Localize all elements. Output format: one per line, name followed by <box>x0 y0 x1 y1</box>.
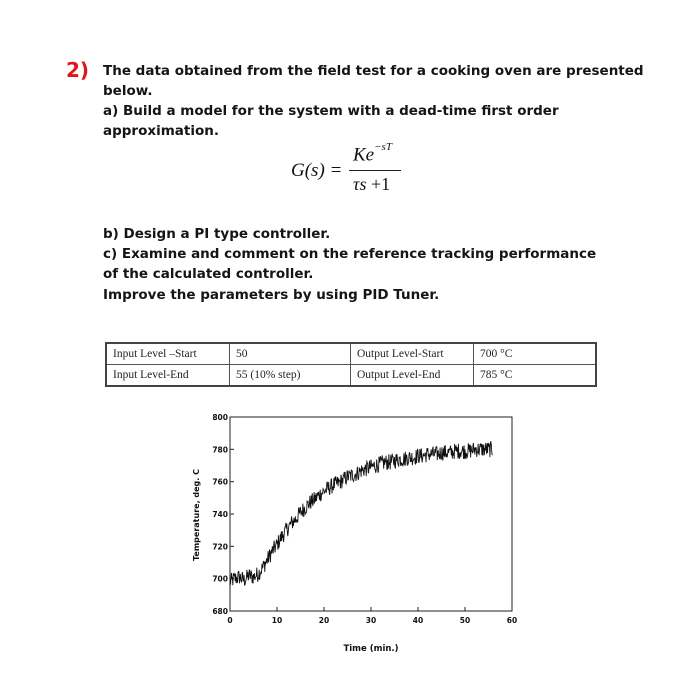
y-tick-label: 680 <box>212 607 228 616</box>
y-tick-label: 700 <box>212 574 228 584</box>
intro-line-1: The data obtained from the field test for a cooking oven are presented <box>103 63 644 79</box>
table-cell: 700 °C <box>474 343 597 365</box>
x-tick-label: 20 <box>318 616 330 625</box>
y-tick-label: 780 <box>212 445 228 455</box>
improve-line: Improve the parameters by using PID Tuner. <box>103 287 440 303</box>
table-cell: 50 <box>230 343 351 365</box>
x-axis-ticks <box>227 607 517 625</box>
table-cell: Output Level-Start <box>351 343 474 365</box>
formula-denominator-left: τs <box>353 174 367 194</box>
part-c-line-1: c) Examine and comment on the reference tracking performance <box>103 246 597 262</box>
y-axis-ticks <box>212 413 234 616</box>
y-tick-label: 740 <box>212 510 228 519</box>
part-a-line-2: approximation. <box>103 123 219 139</box>
question-number: 2) <box>66 58 90 82</box>
formula-lhs: G(s) = <box>291 160 343 181</box>
x-tick-label: 0 <box>227 616 233 625</box>
x-tick-label: 30 <box>365 616 377 625</box>
table-cell: Output Level-End <box>351 365 474 387</box>
x-axis-label: Time (min.) <box>343 644 399 654</box>
y-tick-label: 800 <box>212 413 228 422</box>
fraction-bar <box>349 170 401 171</box>
table-cell: 55 (10% step) <box>230 365 351 387</box>
formula-exponent: −sT <box>374 141 392 153</box>
temperature-series-line <box>230 441 493 585</box>
part-c-line-2: of the calculated controller. <box>103 266 314 282</box>
formula-numerator <box>353 141 392 166</box>
table-row <box>106 365 596 387</box>
table-cell: 785 °C <box>474 365 597 387</box>
x-tick-label: 40 <box>412 616 424 625</box>
table-row <box>106 343 596 365</box>
formula-denominator-right: +1 <box>370 174 391 194</box>
table-cell: Input Level –Start <box>106 343 230 365</box>
transfer-function-formula <box>287 140 447 202</box>
y-axis-label: Temperature, deg. C <box>192 469 201 561</box>
x-tick-label: 60 <box>506 616 518 625</box>
y-tick-label: 720 <box>212 542 228 552</box>
y-tick-label: 760 <box>212 477 228 487</box>
field-test-table <box>105 342 597 387</box>
temperature-step-response-chart <box>180 405 540 665</box>
intro-line-2: below. <box>103 83 153 99</box>
table-cell: Input Level-End <box>106 365 230 387</box>
part-a-line-1: a) Build a model for the system with a dead-time first order <box>103 103 559 119</box>
formula-denominator <box>353 174 390 195</box>
x-tick-label: 10 <box>271 616 283 625</box>
part-b: b) Design a PI type controller. <box>103 226 331 242</box>
x-tick-label: 50 <box>459 616 471 625</box>
formula-numerator-base: Ke <box>353 144 375 166</box>
